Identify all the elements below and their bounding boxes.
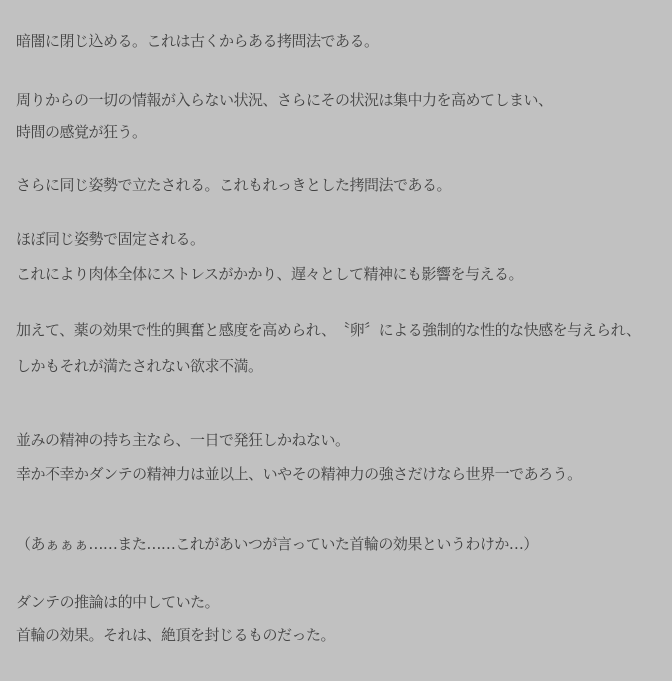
text-line: （あぁぁぁ……また……これがあいつが言っていた首輪の効果というわけか…） [16,535,538,553]
text-line: 首輪の効果。それは、絶頂を封じるものだった。 [16,626,336,644]
text-line: ダンテの推論は的中していた。 [16,593,220,611]
text-line: 幸か不幸かダンテの精神力は並以上、いやその精神力の強さだけなら世界一であろう。 [16,465,582,483]
text-line: 周りからの一切の情報が入らない状況、さらにその状況は集中力を高めてしまい、 [16,91,553,109]
text-line: 並みの精神の持ち主なら、一日で発狂しかねない。 [16,431,350,449]
text-line: さらに同じ姿勢で立たされる。これもれっきとした拷問法である。 [16,176,452,194]
text-line: 時間の感覚が狂う。 [16,123,147,141]
text-line: しかもそれが満たされない欲求不満。 [16,357,263,375]
text-line: これにより肉体全体にストレスがかかり、遅々として精神にも影響を与える。 [16,265,524,283]
text-line: ほぼ同じ姿勢で固定される。 [16,230,205,248]
text-line: 加えて、薬の効果で性的興奮と感度を高められ、 〝卵〞による強制的な性的な快感を与えられ、 [16,321,641,339]
text-line: 暗闇に閉じ込める。これは古くからある拷問法である。 [16,32,379,50]
